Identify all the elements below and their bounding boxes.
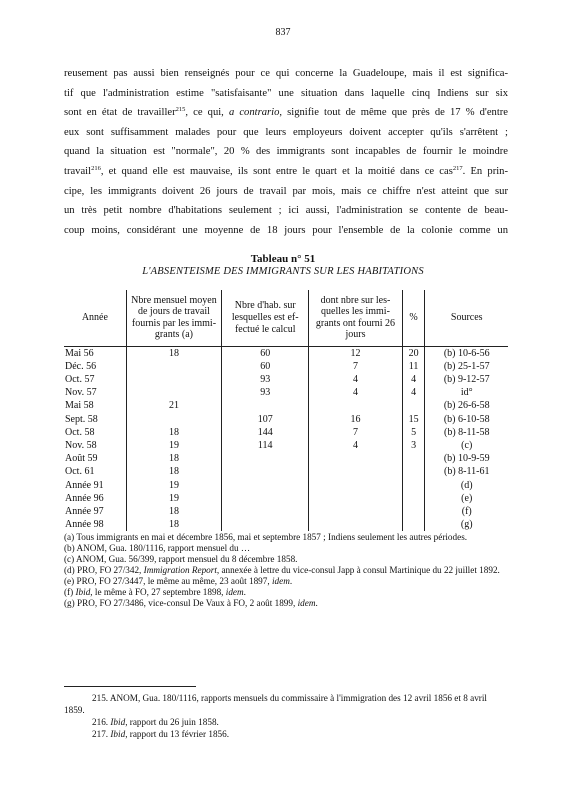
cell-nb-regular <box>309 492 402 505</box>
text-run: eux sont suffisamment malades pour que leurs employeurs doivent accepter qu'ils s'arrêtent ; <box>64 126 508 138</box>
text-run: cipe, les immigrants doivent 26 jours de travail par mois, mais ce chiffre n'est atteint que sur <box>64 185 508 197</box>
text-run: quand la situation est "normale", 20 % des immigrants sont incapables de fournir le moindre <box>64 146 508 158</box>
cell-source: (b) 26-6-58 <box>425 399 508 412</box>
header-nb-habitations: Nbre d'hab. sur lesquelles est ef-fectué le calcul <box>222 290 309 346</box>
cell-nb-habitations <box>222 518 309 531</box>
text-run: . <box>243 587 246 597</box>
text-run: . En prin- <box>462 165 508 177</box>
table-row <box>64 386 508 399</box>
text-run: sont en état de travailler <box>64 107 176 119</box>
text-run: 215. ANOM, Gua. 180/1116, rapports mensuels du commissaire à l'immigration des 12 avril 1856 et 8 avril 1859. <box>64 693 487 715</box>
footnote-ref: 215 <box>175 106 186 114</box>
cell-percent: 4 <box>402 386 425 399</box>
text-run: , ce qui, <box>185 107 229 119</box>
table-row <box>64 373 508 386</box>
table-row <box>64 426 508 439</box>
cell-nb-habitations: 144 <box>222 426 309 439</box>
body-line <box>64 123 508 143</box>
cell-percent: 3 <box>402 439 425 452</box>
table-note <box>64 598 508 609</box>
body-line <box>64 64 508 84</box>
cell-nb-habitations: 60 <box>222 360 309 373</box>
cell-year: Année 98 <box>65 519 104 531</box>
text-run: , le même à FO, 27 septembre 1898, <box>90 587 226 597</box>
text-run: , rapport du 13 février 1856. <box>125 729 230 739</box>
cell-nb-habitations: 93 <box>222 386 309 399</box>
cell-source: (b) 10-9-59 <box>425 452 508 465</box>
header-nb-regular: dont nbre sur les-quelles les immi-grants ont fourni 26 jours <box>309 290 402 346</box>
cell-year: Année 91 <box>65 479 104 491</box>
cell-year: Nov. 57 <box>65 387 97 399</box>
cell-source: (b) 8-11-61 <box>425 465 508 478</box>
footnote <box>64 692 508 716</box>
cell-percent <box>402 465 425 478</box>
cell-source: (c) <box>425 439 508 452</box>
body-paragraph <box>64 64 508 240</box>
table-title: Tableau n° 51 <box>250 253 316 265</box>
italic-text: Ibid <box>75 587 91 597</box>
cell-year: Année 96 <box>65 492 104 504</box>
header-sources: Sources <box>425 290 508 346</box>
text-run: coup moins, considérant une moyenne de 18 jours pour l'ensemble de la colonie comme un <box>64 224 508 236</box>
table-subtitle: L'ABSENTEISME DES IMMIGRANTS SUR LES HABITATIONS <box>142 266 424 277</box>
cell-mean-days: 19 <box>126 479 221 492</box>
table-row <box>64 505 508 518</box>
footnote <box>64 728 508 740</box>
page-number: 837 <box>275 27 291 38</box>
text-run: (e) PRO, FO 27/3447, le même au même, 23 août 1897, <box>64 576 272 586</box>
italic-text: a contrario <box>228 107 280 119</box>
body-line <box>64 103 508 123</box>
text-run: (b) ANOM, Gua. 180/1116, rapport mensuel du … <box>64 543 251 553</box>
cell-nb-habitations: 107 <box>222 413 309 426</box>
cell-mean-days: 18 <box>126 518 221 531</box>
cell-year: Mai 58 <box>65 400 94 412</box>
cell-nb-regular: 16 <box>309 413 402 426</box>
text-run: , annexée à lettre du vice-consul Japp à consul Martinique du 22 juillet 1892. <box>216 565 500 575</box>
text-run: 217. <box>92 729 111 739</box>
body-line <box>64 84 508 104</box>
body-line <box>64 201 508 221</box>
text-run: (c) ANOM, Gua. 56/399, rapport mensuel du 8 décembre 1858. <box>64 554 298 564</box>
text-run: , rapport du 26 juin 1858. <box>125 717 219 727</box>
header-percent: % <box>402 290 425 346</box>
cell-source: id° <box>425 386 508 399</box>
table-row <box>64 465 508 478</box>
cell-nb-habitations: 60 <box>222 346 309 360</box>
text-run: (f) <box>64 587 76 597</box>
cell-year: Année 97 <box>65 505 104 517</box>
body-line <box>64 182 508 202</box>
text-run: tif que l'administration estime "satisfaisante" une situation dans laquelle cinq Indiens sur six <box>64 87 508 99</box>
cell-mean-days <box>126 386 221 399</box>
italic-text: Ibid <box>110 729 126 739</box>
table-row <box>64 479 508 492</box>
cell-nb-regular: 4 <box>309 373 402 386</box>
cell-mean-days: 18 <box>126 452 221 465</box>
cell-source: (b) 6-10-58 <box>425 413 508 426</box>
text-run: , et quand elle est mauvaise, ils sont entre le quart et la moitié dans ce cas <box>100 165 453 177</box>
cell-year: Août 59 <box>65 453 98 465</box>
text-run: 216. <box>92 717 111 727</box>
text-run: , signifie tout de même que près de 17 % d'entre <box>279 107 509 119</box>
cell-year: Sept. 58 <box>65 413 98 425</box>
cell-source: (e) <box>425 492 508 505</box>
cell-source: (g) <box>425 518 508 531</box>
cell-percent <box>402 452 425 465</box>
cell-percent: 5 <box>402 426 425 439</box>
body-line <box>64 162 508 182</box>
cell-mean-days: 19 <box>126 439 221 452</box>
cell-source: (b) 8-11-58 <box>425 426 508 439</box>
table-row <box>64 439 508 452</box>
cell-nb-habitations <box>222 505 309 518</box>
text-run: (g) PRO, FO 27/3486, vice-consul De Vaux à FO, 2 août 1899, <box>64 598 298 608</box>
cell-percent: 11 <box>402 360 425 373</box>
body-line <box>64 142 508 162</box>
body-line <box>64 221 508 241</box>
text-run: . <box>315 598 318 608</box>
table-row <box>64 360 508 373</box>
cell-nb-regular <box>309 452 402 465</box>
cell-nb-habitations: 93 <box>222 373 309 386</box>
table-row <box>64 518 508 531</box>
footnote-ref: 216 <box>91 164 101 172</box>
cell-year: Oct. 57 <box>65 373 95 385</box>
table-notes <box>64 532 508 609</box>
cell-percent <box>402 518 425 531</box>
cell-percent: 20 <box>402 346 425 360</box>
text-run: reusement pas aussi bien renseignés pour ce qui concerne la Guadeloupe, mais il est significa- <box>64 68 508 79</box>
cell-mean-days <box>126 413 221 426</box>
table-row <box>64 492 508 505</box>
cell-nb-regular <box>309 505 402 518</box>
cell-nb-regular: 4 <box>309 439 402 452</box>
footnotes <box>64 692 508 740</box>
cell-nb-regular <box>309 399 402 412</box>
table-row <box>64 346 508 360</box>
cell-mean-days: 21 <box>126 399 221 412</box>
cell-percent <box>402 479 425 492</box>
cell-percent <box>402 492 425 505</box>
cell-nb-regular <box>309 465 402 478</box>
cell-year: Oct. 61 <box>65 466 95 478</box>
table-note <box>64 576 508 587</box>
cell-source: (b) 25-1-57 <box>425 360 508 373</box>
cell-mean-days: 18 <box>126 346 221 360</box>
cell-nb-regular <box>309 479 402 492</box>
cell-nb-habitations <box>222 399 309 412</box>
italic-text: Ibid <box>110 717 126 727</box>
text-run: un très petit nombre d'habitations seulement ; ici aussi, l'administration se contente de beau- <box>64 205 508 217</box>
cell-percent: 15 <box>402 413 425 426</box>
cell-source: (b) 10-6-56 <box>425 346 508 360</box>
footnote-ref: 217 <box>452 164 463 172</box>
cell-source: (b) 9-12-57 <box>425 373 508 386</box>
cell-mean-days <box>126 360 221 373</box>
footnote-separator <box>64 686 196 687</box>
table-row <box>64 452 508 465</box>
table-note <box>64 554 508 565</box>
cell-nb-regular <box>309 518 402 531</box>
cell-year: Mai 56 <box>65 347 94 359</box>
text-run: (d) PRO, FO 27/342, <box>64 565 144 575</box>
cell-nb-habitations: 114 <box>222 439 309 452</box>
cell-source: (f) <box>425 505 508 518</box>
cell-nb-habitations <box>222 452 309 465</box>
cell-nb-regular: 4 <box>309 386 402 399</box>
absenteeism-table <box>64 290 508 531</box>
italic-text: idem <box>225 587 244 597</box>
cell-percent <box>402 505 425 518</box>
cell-mean-days: 18 <box>126 505 221 518</box>
cell-percent <box>402 399 425 412</box>
header-year: Année <box>81 311 108 323</box>
cell-year: Déc. 56 <box>65 360 97 372</box>
cell-mean-days: 18 <box>126 465 221 478</box>
cell-source: (d) <box>425 479 508 492</box>
cell-year: Oct. 58 <box>65 426 95 438</box>
text-run: . <box>289 576 293 586</box>
text-run: travail <box>64 165 92 177</box>
header-mean-days: Nbre mensuel moyen de jours de travail fournis par les immi-grants (a) <box>126 290 221 346</box>
table-note <box>64 543 508 554</box>
cell-nb-habitations <box>222 492 309 505</box>
table-header-row <box>64 290 508 346</box>
table-row <box>64 413 508 426</box>
cell-year: Nov. 58 <box>65 439 97 451</box>
cell-mean-days: 18 <box>126 426 221 439</box>
table-note <box>64 565 508 576</box>
italic-text: idem <box>297 598 316 608</box>
table-row <box>64 399 508 412</box>
footnote <box>64 716 508 728</box>
cell-nb-regular: 12 <box>309 346 402 360</box>
italic-text: Immigration Report <box>143 565 217 575</box>
cell-mean-days <box>126 373 221 386</box>
cell-nb-habitations <box>222 465 309 478</box>
cell-nb-regular: 7 <box>309 426 402 439</box>
cell-nb-regular: 7 <box>309 360 402 373</box>
table-note <box>64 587 508 598</box>
cell-nb-habitations <box>222 479 309 492</box>
table-note <box>64 532 508 543</box>
italic-text: idem <box>271 576 290 586</box>
cell-percent: 4 <box>402 373 425 386</box>
cell-mean-days: 19 <box>126 492 221 505</box>
text-run: (a) Tous immigrants en mai et décembre 1856, mai et septembre 1857 ; Indiens seulement les autres périodes. <box>64 532 468 542</box>
